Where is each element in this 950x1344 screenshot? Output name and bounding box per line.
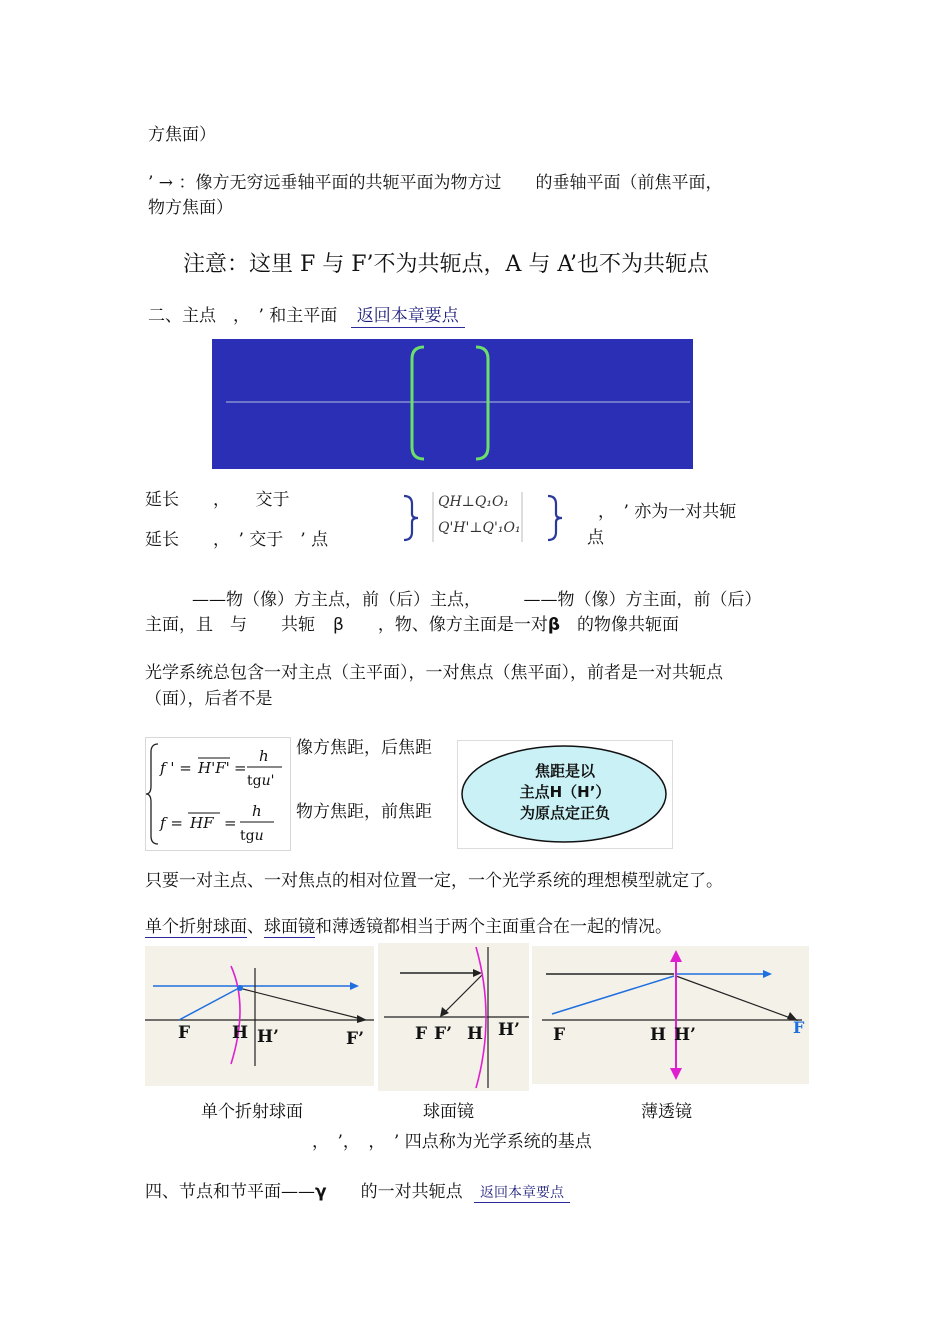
beta-symbol: β	[333, 615, 344, 635]
sign-convention-callout	[457, 740, 673, 849]
svg-text:h: h	[252, 802, 262, 820]
label-Fprime: F’	[434, 1024, 452, 1044]
diagram-thin-lens	[532, 946, 809, 1084]
text-line	[145, 610, 679, 635]
relation-2: Q'H'⊥Q'₁O₁	[438, 520, 521, 536]
svg-text:=: =	[234, 759, 247, 777]
focal-object-label: 物方焦距，前焦距	[296, 802, 432, 822]
relation-1: QH⊥Q₁O₁	[438, 494, 510, 510]
text-span: ，物、像方主面是一对	[343, 615, 548, 635]
diagram-spherical-mirror	[378, 943, 529, 1091]
caption-thin-lens: 薄透镜	[641, 1102, 692, 1122]
label-H: H	[467, 1024, 484, 1044]
svg-text:f ' =: f ' =	[160, 759, 192, 777]
section-title: 二、主点 ， ’ 和主平面	[148, 306, 338, 326]
left-brace-icon	[404, 496, 418, 540]
refracting-surface	[231, 966, 240, 1064]
text-span: 和薄透镜都相当于两个主面重合在一起的情况。	[315, 917, 672, 937]
back-to-chapter-link[interactable]: 返回本章要点	[474, 1185, 570, 1203]
label-H: H	[232, 1023, 249, 1043]
back-to-chapter-link[interactable]: 返回本章要点	[351, 306, 465, 328]
label-F: F	[415, 1024, 428, 1044]
svg-text:HF: HF	[190, 814, 214, 832]
perpendicular-relations	[400, 490, 570, 546]
text-line: 方焦面）	[148, 125, 216, 145]
text-line: ’ → ：像方无穷远垂轴平面的共轭平面为物方过 的垂轴平面（前焦平面，	[148, 173, 723, 193]
text-line: 点	[587, 528, 604, 548]
section-heading	[148, 301, 465, 326]
label-F: F	[553, 1025, 566, 1045]
lens-arrow-down-icon	[670, 1068, 682, 1080]
text-line: （面），后者不是	[145, 689, 273, 709]
arrow-icon	[350, 982, 359, 990]
svg-text:tgu: tgu	[240, 828, 264, 844]
caption-spherical-mirror: 球面镜	[423, 1102, 474, 1122]
text-line: 物方焦面）	[148, 198, 233, 218]
label-Hprime: H’	[498, 1020, 520, 1040]
text-line: 只要一对主点、一对焦点的相对位置一定，一个光学系统的理想模型就定了。	[145, 871, 723, 891]
svg-text:tgu': tgu'	[247, 773, 275, 789]
refracted-ray	[239, 988, 365, 1020]
beta-symbol: β	[547, 615, 561, 635]
text-span: 的物像共轭面	[560, 615, 680, 635]
text-line: 延长 ， ’ 交于 ’ 点	[145, 530, 329, 550]
gamma-symbol: γ	[315, 1182, 327, 1202]
principal-plane-figure	[212, 339, 693, 469]
label-F: F	[178, 1023, 191, 1043]
text-line	[145, 912, 672, 937]
section-title: 四、节点和节平面——	[145, 1182, 315, 1202]
focal-equations	[145, 737, 291, 851]
arrow-icon	[763, 970, 772, 978]
label-H: H	[650, 1025, 667, 1045]
reflected-ray	[442, 975, 482, 1015]
svg-text:h: h	[259, 747, 269, 765]
note-line: 注意：这里 F 与 F’不为共轭点，A 与 A’也不为共轭点	[183, 252, 710, 277]
section-heading	[145, 1177, 570, 1202]
refracting-sphere-link[interactable]: 单个折射球面	[145, 917, 247, 937]
spherical-mirror-link[interactable]: 球面镜	[264, 917, 315, 937]
diagram-refracting-sphere	[145, 946, 374, 1086]
text-line: ， ’ 亦为一对共轭	[598, 502, 737, 522]
text-span: 、	[247, 917, 264, 937]
right-brace-icon	[548, 496, 562, 540]
svg-text:H'F': H'F'	[198, 759, 230, 777]
refracted-ray	[676, 976, 796, 1020]
brace-icon	[146, 744, 158, 844]
focal-ray	[179, 988, 239, 1020]
text-line: ， ’， ， ’ 四点称为光学系统的基点	[312, 1132, 592, 1152]
arrow-icon	[357, 1015, 367, 1023]
text-line: ——物（像）方主点，前（后）主点， ——物（像）方主面，前（后）	[192, 590, 762, 610]
arrow-icon	[440, 1007, 449, 1017]
text-line: 延长 ， 交于	[145, 490, 290, 510]
text-line: 光学系统总包含一对主点（主平面），一对焦点（焦平面），前者是一对共轭点	[145, 663, 723, 683]
callout-line: 主点H（H’）	[519, 783, 611, 801]
svg-text:=: =	[224, 814, 237, 832]
text-span: 的一对共轭点	[326, 1182, 463, 1202]
bracket-figure-svg	[212, 339, 693, 469]
focal-ray	[552, 976, 674, 1014]
callout-line: 焦距是以	[534, 762, 595, 780]
caption-refracting-sphere: 单个折射球面	[201, 1102, 303, 1122]
label-Fprime: F’	[346, 1029, 364, 1049]
label-Hprime: H’	[257, 1027, 279, 1047]
svg-text:f =: f =	[160, 814, 183, 832]
label-F-right: F	[793, 1018, 805, 1037]
callout-line: 为原点定正负	[519, 804, 610, 822]
label-Hprime: H’	[674, 1025, 696, 1045]
focal-image-label: 像方焦距，后焦距	[296, 738, 432, 758]
text-span: 主面，且 与 共轭	[145, 615, 315, 635]
lens-arrow-up-icon	[670, 950, 682, 962]
